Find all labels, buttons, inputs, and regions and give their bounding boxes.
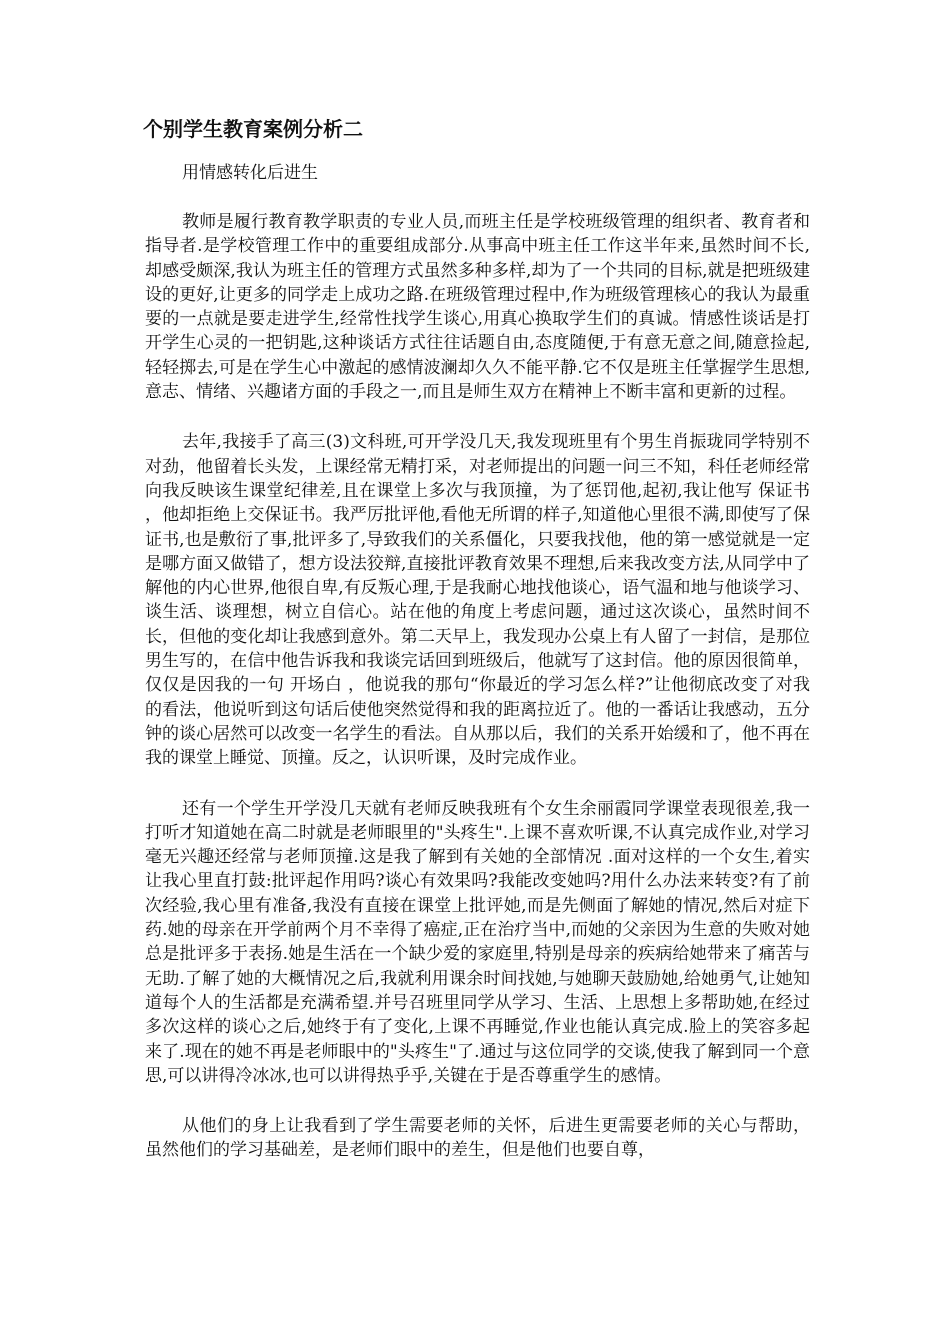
document-title: 个别学生教育案例分析二 <box>143 117 363 141</box>
document-subtitle: 用情感转化后进生 <box>182 163 318 183</box>
paragraph: 还有一个学生开学没几天就有老师反映我班有个女生余丽霞同学课堂表现很差,我一打听才知道她在高二时就是老师眼里的"头疼生".上课不喜欢听课,不认真完成作业,对学习毫无兴趣还经常与老师顶撞.这是我了解到有关她的全部情况 .面对这样的一个女生,着实让我心里直打鼓:批评起作用吗?谈心有效果吗?我能改变她吗?用什么办法来转变?有了前次经验,我心里有准备,我没有直接在课堂上批评她,而是先侧面了解她的情况,然后对症下药.她的母亲在开学前两个月不幸得了癌症,正在治疗当中,而她的父亲因为生意的失败对她总是批评多于表扬.她是生活在一个缺少爱的家庭里,特别是母亲的疾病给她带来了痛苦与无助.了解了她的大概情况之后,我就利用课余时间找她,与她聊天鼓励她,给她勇气,让她知道每个人的生活都是充满希望.并号召班里同学从学习、生活、上思想上多帮助她,在经过多次这样的谈心之后,她终于有了变化,上课不再睡觉,作业也能认真完成.脸上的笑容多起来了.现在的她不再是老师眼中的"头疼生"了.通过与这位同学的交谈,使我了解到同一个意思,可以讲得冷冰冰,也可以讲得热乎乎,关键在于是否尊重学生的感情。 <box>145 798 810 1086</box>
paragraph: 从他们的身上让我看到了学生需要老师的关怀，后进生更需要老师的关心与帮助，虽然他们的学习基础差，是老师们眼中的差生，但是他们也要自尊， <box>145 1116 810 1161</box>
paragraph: 教师是履行教育教学职责的专业人员,而班主任是学校班级管理的组织者、教育者和指导者.是学校管理工作中的重要组成部分.从事高中班主任工作这半年来,虽然时间不长,却感受颇深,我认为班主任的管理方式虽然多种多样,却为了一个共同的目标,就是把班级建设的更好,让更多的同学走上成功之路.在班级管理过程中,作为班级管理核心的我认为最重要的一点就是要走进学生,经常性找学生谈心,用真心换取学生们的真诚。情感性谈话是打开学生心灵的一把钥匙,这种谈话方式往往话题自由,态度随便,于有意无意之间,随意捡起,轻轻掷去,可是在学生心中激起的感情波澜却久久不能平静.它不仅是班主任掌握学生思想,意志、情绪、兴趣诸方面的手段之一,而且是师生双方在精神上不断丰富和更新的过程。 <box>145 212 810 403</box>
document-body <box>145 210 810 1189</box>
paragraph: 去年,我接手了高三(3)文科班,可开学没几天,我发现班里有个男生肖振珑同学特别不对劲，他留着长头发，上课经常无精打采，对老师提出的问题一问三不知，科任老师经常向我反映该生课堂纪律差,且在课堂上多次与我顶撞，为了惩罚他,起初,我让他写 保证书 ，他却拒绝上交保证书。我严厉批评他,看他无所谓的样子,知道他心里很不满,即使写了保证书,也是敷衍了事,批评多了,导致我们的关系僵化，只要我找他，他的第一感觉就是一定是哪方面又做错了，想方设法狡辩,直接批评教育效果不理想,后来我改变方法,从同学中了解他的内心世界,他很自卑,有反叛心理,于是我耐心地找他谈心，语气温和地与他谈学习、谈生活、谈理想，树立自信心。站在他的角度上考虑问题，通过这次谈心，虽然时间不长，但他的变化却让我感到意外。第二天早上，我发现办公桌上有人留了一封信，是那位男生写的，在信中他告诉我和我谈完话回到班级后，他就写了这封信。他的原因很简单，仅仅是因我的一句 开场白 ，他说我的那句“你最近的学习怎么样?”让他彻底改变了对我的看法，他说听到这句话后使他突然觉得和我的距离拉近了。他的一番话让我感动，五分钟的谈心居然可以改变一名学生的看法。自从那以后，我们的关系开始缓和了，他不再在我的课堂上睡觉、顶撞。反之，认识听课，及时完成作业。 <box>145 432 810 769</box>
